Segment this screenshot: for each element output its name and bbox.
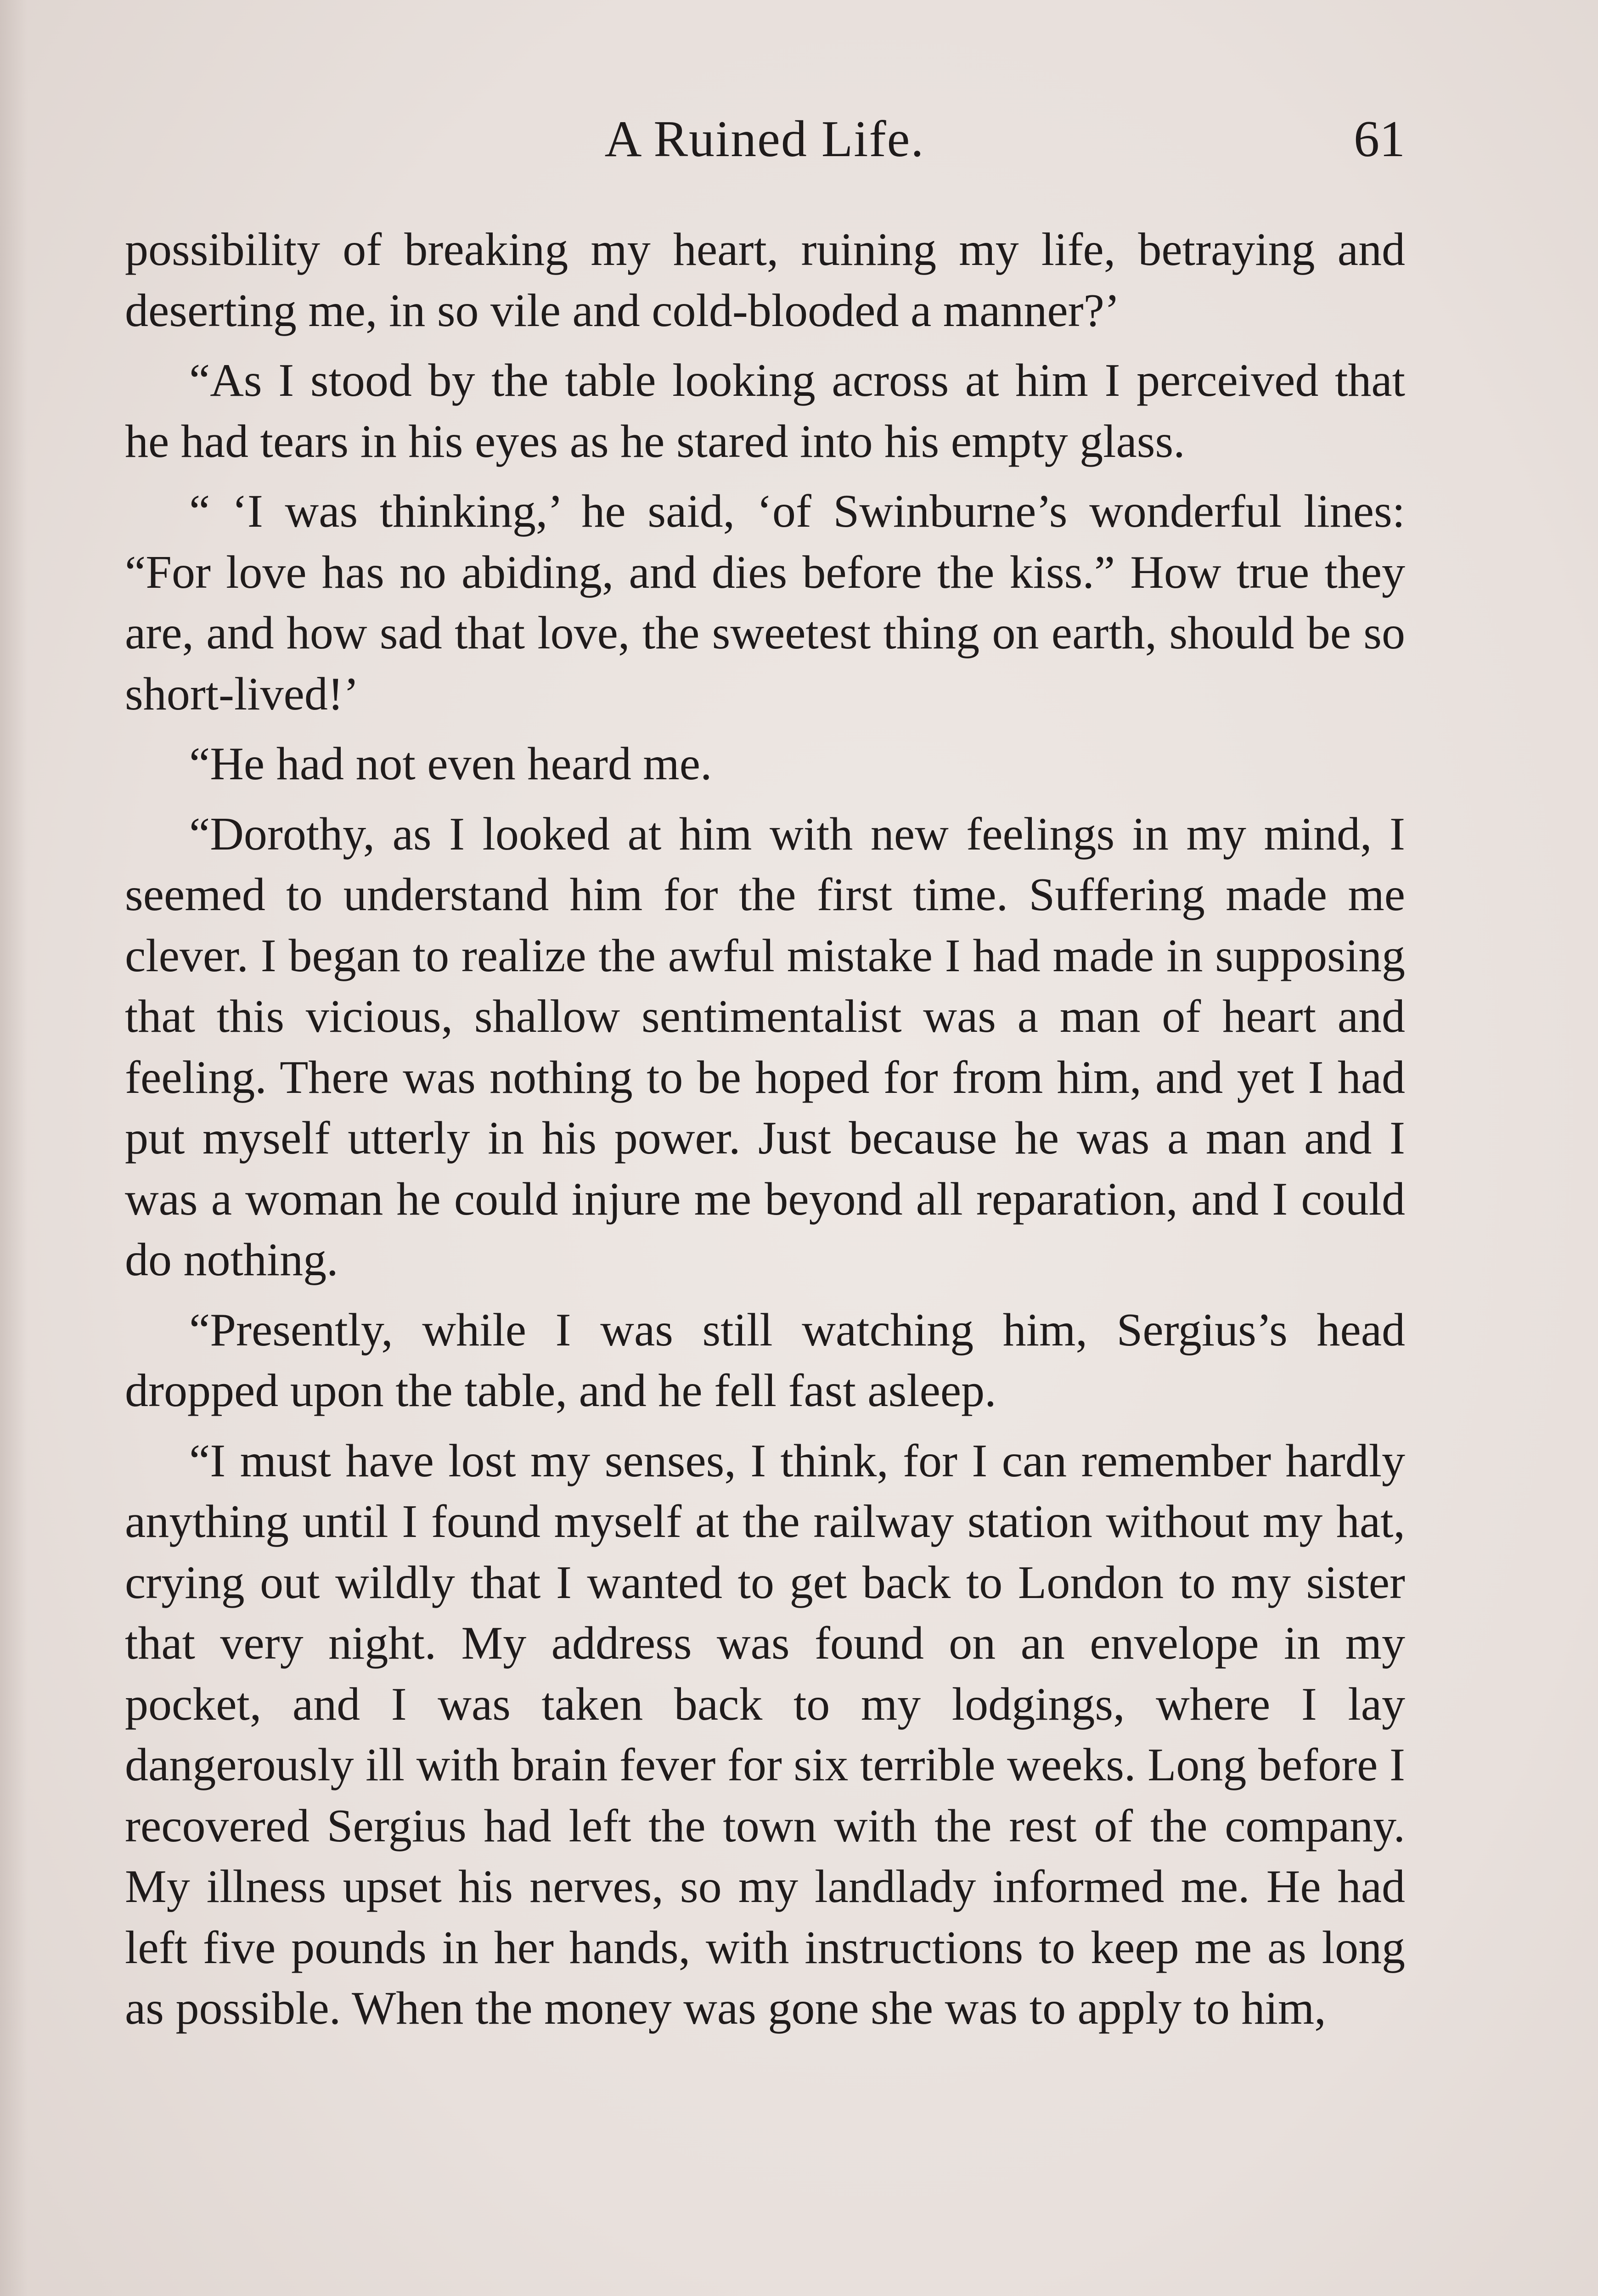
paragraph: “Presently, while I was still watching him, Sergius’s head dropped upon the table, and he fell fast asleep. — [125, 1304, 1405, 1417]
paragraph: “I must have lost my senses, I think, for I can remember hardly anything until I found myself at the railway station without my hat, crying out wildly that I wanted to get back to London to my sister that very night. My address was found on an envelope in my pocket, and I was taken back to my lodgings, where I lay dangerously ill with brain fever for six terrible weeks. Long before I recovered Sergius had left the town with the rest of the company. My illness upset his nerves, so my landlady informed me. He had left five pounds in her hands, with instructions to keep me as long as possible. When the money was gone she was to apply to him, — [125, 1435, 1405, 2034]
body-text — [125, 219, 1405, 2048]
gutter-shadow — [0, 0, 28, 2296]
paragraph: “ ‘I was thinking,’ he said, ‘of Swinburne’s wonderful lines: “For love has no abiding, and dies before the kiss.” How true they are, and how sad that love, the sweetest thing on earth, should be so short-lived!’ — [125, 485, 1405, 720]
paragraph: “As I stood by the table looking across at him I perceived that he had tears in his eyes as he stared into his empty glass. — [125, 355, 1405, 467]
running-head — [124, 105, 1405, 174]
running-title: A Ruined Life. — [604, 111, 925, 168]
paragraph-continued: possibility of breaking my heart, ruining my life, betraying and deserting me, in so vile and cold-blooded a manner?’ — [125, 224, 1405, 337]
paragraph: “He had not even heard me. — [189, 738, 712, 790]
page-number: 61 — [1354, 111, 1405, 168]
paragraph: “Dorothy, as I looked at him with new feelings in my mind, I seemed to understand him for the first time. Suffering made me clever. I began to realize the awful mistake I had made in supposing that this vicious, shallow sentimentalist was a man of heart and feeling. There was nothing to be hoped for from him, and yet I had put myself utterly in his power. Just because he was a man and I was a woman he could injure me beyond all reparation, and I could do nothing. — [125, 808, 1405, 1286]
